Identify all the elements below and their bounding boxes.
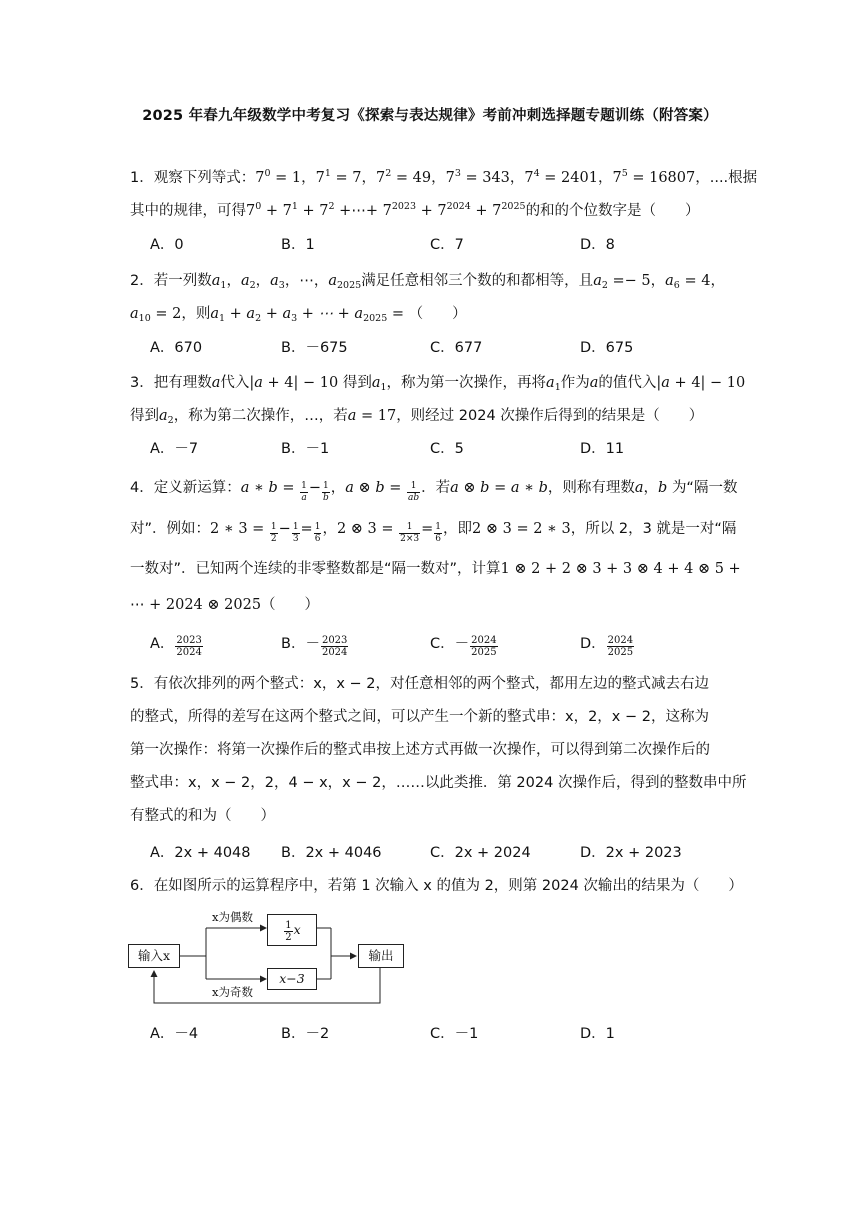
q1-line-1 <box>130 168 758 188</box>
document-title: 2025 年春九年级数学中考复习《探索与表达规律》考前冲刺选择题专题训练（附答案） <box>142 108 718 124</box>
input-box: 输入x <box>128 944 180 968</box>
q4-option-c[interactable]: C．－ $\frac{2024}{2025}$ <box>430 635 497 658</box>
q2-option-d[interactable]: D．675 <box>580 340 634 356</box>
odd-label: x为奇数 <box>212 985 253 999</box>
q4-number: 4． <box>130 480 154 496</box>
q2-line-1: 2．若一列数$a_1$，$a_2$，$a_3$，⋯，$a_{2025}$满足任意相邻三个数的和都相等，且$a_2 =- 5$，$a_6 = 4$， <box>130 273 725 291</box>
q1-text-c: 其中的规律，可得 <box>130 203 246 219</box>
q3-line-1: 3．把有理数a代入|a + 4| − 10 得到$a_1$，称为第一次操作，再将$a_1$作为a的值代入|a + 4| − 10 <box>130 375 746 393</box>
q2-sequence: $a_1$ <box>211 273 227 291</box>
q1-text-d: 的和的个位数字是（ ） <box>525 203 700 219</box>
q6-line-1: 6．在如图所示的运算程序中，若第 1 次输入 x 的值为 2，则第 2024 次输出的结果为（ ） <box>130 878 743 894</box>
q3-text-a: 把有理数 <box>153 375 212 391</box>
q4-line-4: ⋯ + 2024 ⊗ 2025（ ） <box>130 597 320 613</box>
q3-option-b[interactable]: B．－1 <box>281 441 330 457</box>
q2-option-a[interactable]: A．670 <box>150 340 203 356</box>
q5-number: 5． <box>130 676 154 692</box>
q2-text-c: 则 <box>195 306 211 322</box>
q1-number: 1． <box>130 170 154 186</box>
q5-line-5: 有整式的和为（ ） <box>130 808 275 824</box>
q1-option-c[interactable]: C．7 <box>430 237 464 253</box>
q2-line-2: $a_{10} = 2$，则$a_1 + a_2 + a_3$ + ⋯ + $a_{2025}$ = （ ） <box>130 306 467 324</box>
q2-text-d: （ ） <box>408 306 467 322</box>
q3-option-a[interactable]: A．－7 <box>150 441 199 457</box>
q6-option-a[interactable]: A．－4 <box>150 1026 199 1042</box>
x-minus-3-box: x−3 <box>267 968 317 990</box>
q5-option-b[interactable]: B．2x + 4046 <box>281 845 382 861</box>
q4-line-1: 4．定义新运算：a ∗ b = $\frac{1}{a}$ − $\frac{1}{b}$ ，a ⊗ b = $\frac{1}{ab}$ ．若a ⊗ b = a ∗ b，则称有理数a，b 为“隔一数 <box>130 480 738 503</box>
q6-option-d[interactable]: D．1 <box>580 1026 615 1042</box>
q1-equations: $7^0 = 1$，$7^1 = 7$，$7^2 = 49$，$7^3 = 343$，$7^4 = 2401$，$7^5 = 16807$， <box>255 168 710 186</box>
q5-option-c[interactable]: C．2x + 2024 <box>430 845 531 861</box>
q2-number: 2． <box>130 273 154 289</box>
q4-line-2: 对”．例如：2 ∗ 3 = $\frac{1}{2}$ − $\frac{1}{3}$ = $\frac{1}{6}$ ，2 ⊗ 3 = $\frac{1}{2\times 3}$ = $\frac{1}{6}$ ，即2 ⊗ 3 = 2 ∗ 3，所以 2，3 就是一对“隔 <box>130 521 737 544</box>
q1-option-a[interactable]: A．0 <box>150 237 184 253</box>
q5-option-d[interactable]: D．2x + 2023 <box>580 845 682 861</box>
q1-option-b[interactable]: B．1 <box>281 237 315 253</box>
q2-sum-expression: $a_1 + a_2 + a_3$ + ⋯ + $a_{2025}$ = <box>210 306 409 324</box>
q4-option-a[interactable]: A． $\frac{2023}{2024}$ <box>150 635 202 658</box>
q5-line-2: 的整式，所得的差写在这两个整式之间，可以产生一个新的整式串：x，2，x − 2，这称为 <box>130 709 709 725</box>
q3-option-d[interactable]: D．11 <box>580 441 625 457</box>
q3-line-2: 得到$a_2$，称为第二次操作，…，若a = 17，则经过 2024 次操作后得到的结果是（ ） <box>130 408 704 426</box>
q5-option-a[interactable]: A．2x + 4048 <box>150 845 251 861</box>
q5-line-4: 整式串：x，x − 2，2，4 − x，x − 2，……以此类推．第 2024 次操作后，得到的整数串中所 <box>130 775 747 791</box>
half-x-box: $\frac{1}{2}$ x <box>267 914 317 946</box>
q1-text-b: ....根据 <box>709 170 758 186</box>
q6-number: 6． <box>130 878 154 894</box>
q2-text-b: 满足任意相邻三个数的和都相等，且 <box>361 273 594 289</box>
q2-option-c[interactable]: C．677 <box>430 340 483 356</box>
q3-option-c[interactable]: C．5 <box>430 441 464 457</box>
q2-option-b[interactable]: B．－675 <box>281 340 348 356</box>
q4-option-b[interactable]: B．－ $\frac{2023}{2024}$ <box>281 635 348 658</box>
q1-text-a: 观察下列等式： <box>153 170 256 186</box>
q6-option-b[interactable]: B．－2 <box>281 1026 330 1042</box>
even-label: x为偶数 <box>212 910 253 924</box>
q5-line-1: 5．有依次排列的两个整式：x，x − 2，对任意相邻的两个整式，都用左边的整式减去右边 <box>130 676 709 692</box>
q2-text-a: 若一列数 <box>153 273 212 289</box>
q1-line-2 <box>130 201 735 221</box>
q3-number: 3． <box>130 375 154 391</box>
output-box: 输出 <box>358 944 404 968</box>
q4-line-3: 一数对”．已知两个连续的非零整数都是“隔一数对”，计算1 ⊗ 2 + 2 ⊗ 3 + 3 ⊗ 4 + 4 ⊗ 5 + <box>130 561 741 577</box>
operation-flowchart <box>126 906 416 1010</box>
q5-line-3: 第一次操作：将第一次操作后的整式串按上述方式再做一次操作，可以得到第二次操作后的 <box>130 742 710 758</box>
q6-option-c[interactable]: C．－1 <box>430 1026 479 1042</box>
q1-option-d[interactable]: D．8 <box>580 237 615 253</box>
q4-option-d[interactable]: D． $\frac{2024}{2025}$ <box>580 635 634 658</box>
q1-sum-expression: $7^0 + 7^1 + 7^2$ +⋯+ $7^{2023} + 7^{2024} + 7^{2025}$ <box>246 201 526 219</box>
